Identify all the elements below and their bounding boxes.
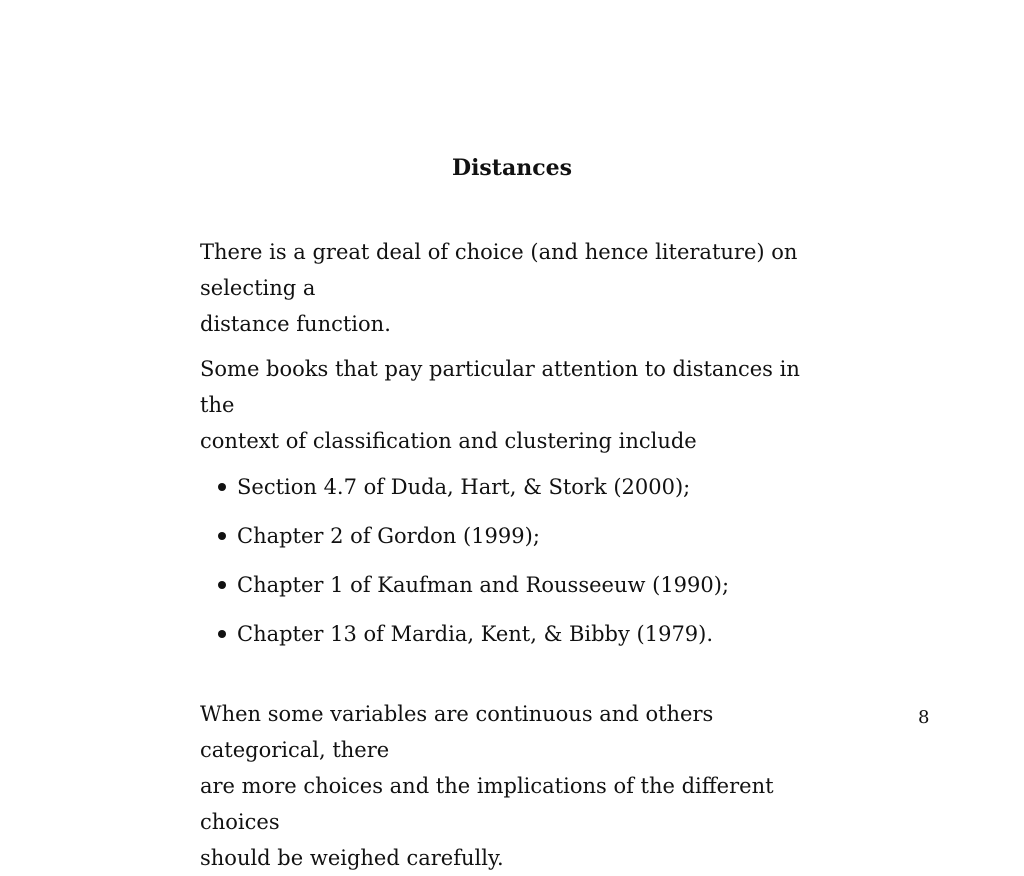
book-reference-list [200,469,840,665]
intro-line-1: There is a great deal of choice (and hence literature) on selecting a [200,240,798,300]
list-item-text: Section 4.7 of Duda, Hart, & Stork (2000); [237,475,691,499]
list-item [200,518,840,567]
list-item [200,567,840,616]
mixed-line-2: are more choices and the implications of the different choices [200,774,774,834]
bullet-icon [218,630,226,638]
list-item [200,469,840,518]
slide-title: Distances [451,155,572,181]
bullet-icon [218,581,226,589]
bullet-icon [218,483,226,491]
intro-line-2: distance function. [200,312,391,336]
list-item-text: Chapter 13 of Mardia, Kent, & Bibby (1979). [237,622,714,646]
list-item [200,616,840,665]
bullet-icon [218,532,226,540]
mixed-line-3: should be weighed carefully. [200,846,504,870]
list-item-text: Chapter 2 of Gordon (1999); [237,524,540,548]
books-line-2: context of classification and clustering include [200,429,697,453]
page-number: 8 [918,707,930,728]
slide-body [200,234,840,876]
list-item-text: Chapter 1 of Kaufman and Rousseeuw (1990); [237,573,730,597]
books-line-1: Some books that pay particular attention to distances in the [200,357,800,417]
mixed-line-1: When some variables are continuous and others categorical, there [200,702,714,762]
books-paragraph [200,351,840,459]
mixed-variables-paragraph [200,696,840,876]
intro-paragraph [200,234,840,342]
